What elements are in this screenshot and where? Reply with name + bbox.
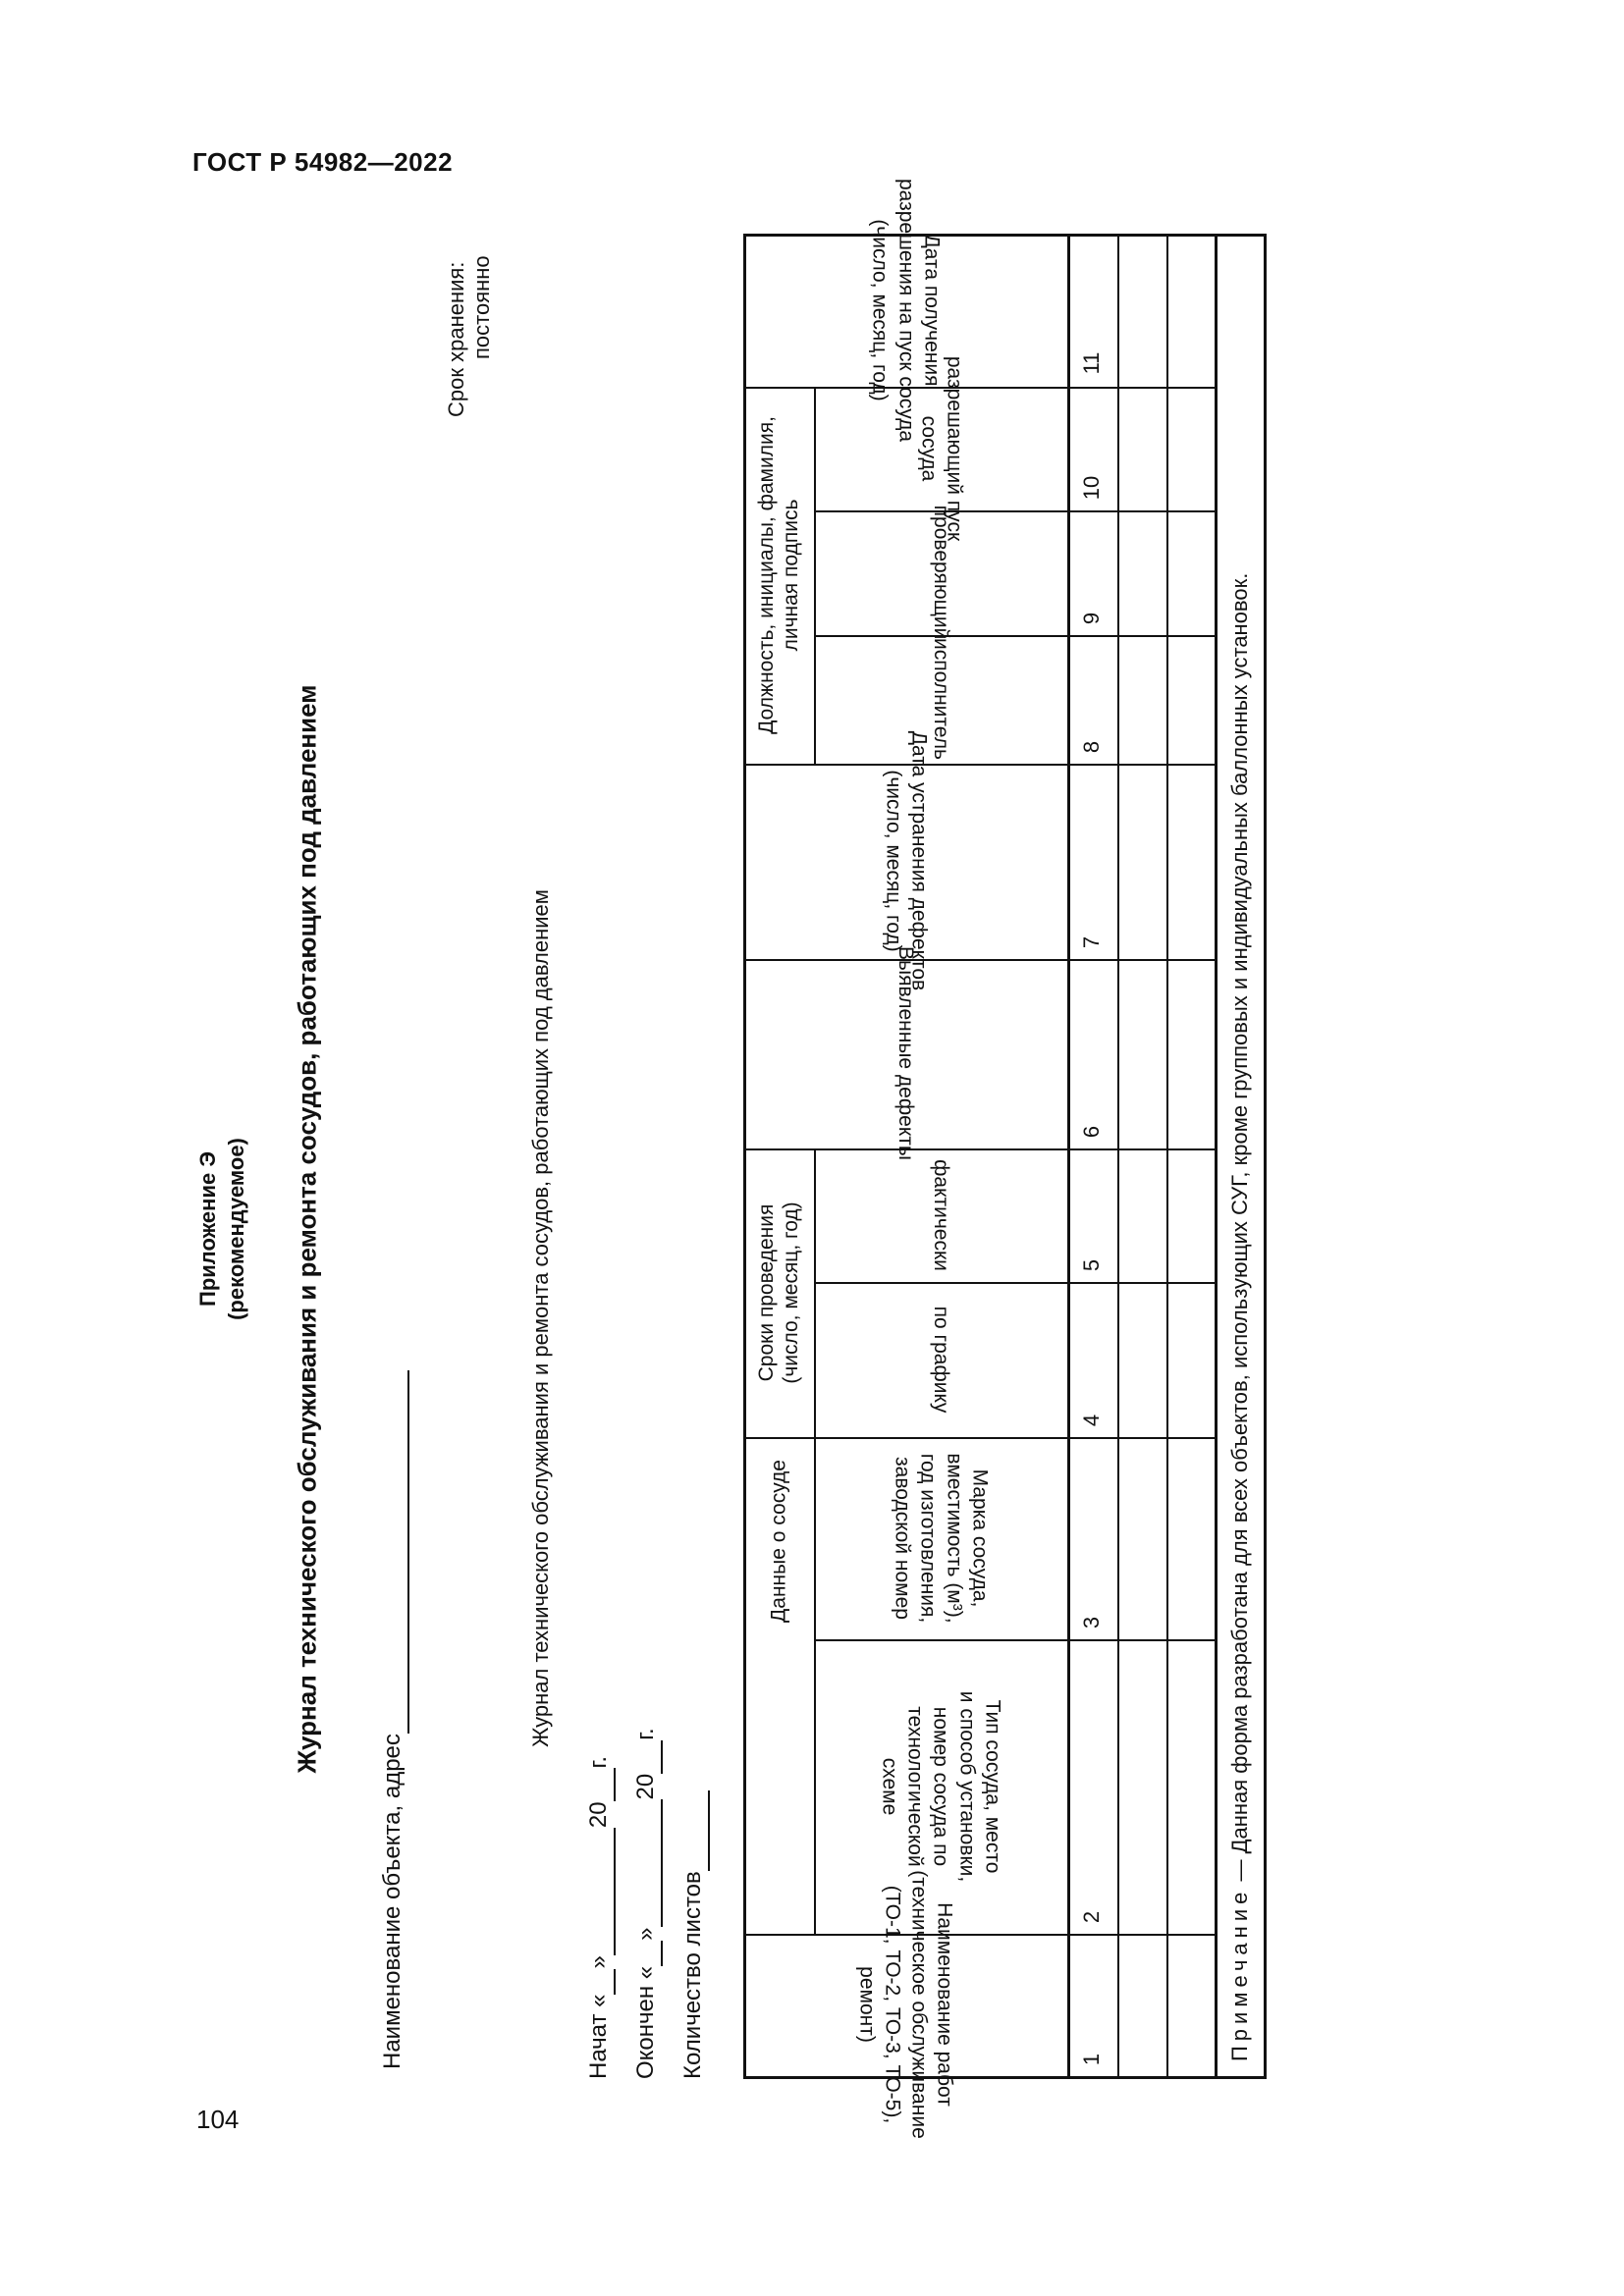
col-header-3: Марка сосуда, вместимость (м³), год изготовления, заводской номер <box>891 1453 992 1624</box>
appendix-status: (рекомендуемое) <box>223 1138 248 1320</box>
appendix-title: Приложение Э <box>194 1151 220 1307</box>
col-number-5: 5 <box>1079 1258 1104 1272</box>
sheets-line <box>679 1790 710 1871</box>
row-col-line-7 <box>1067 959 1215 961</box>
col-number-11: 11 <box>1079 351 1104 375</box>
ended-year-line <box>632 1740 663 1774</box>
col-header-9: проверяющий <box>930 505 953 640</box>
col-header-7: Дата устранения дефектов (число, месяц, год) <box>882 730 931 991</box>
group-header-vessel-data: Данные о сосуде <box>767 1460 790 1623</box>
form-title: Журнал технического обслуживания и ремонта сосудов, работающих под давлением <box>292 684 322 1774</box>
note-divider <box>1215 234 1218 2079</box>
started-year-line <box>585 1768 616 1801</box>
ended-prefix: Окончен « <box>632 1965 659 2079</box>
col-boundary-4-3 <box>743 1437 1067 1439</box>
col-header-5: фактически <box>930 1159 953 1271</box>
col-number-8: 8 <box>1079 740 1104 754</box>
col-header-6: Выявленные дефекты <box>894 946 918 1160</box>
row-col-line-4 <box>1067 1437 1215 1439</box>
row-col-line-2 <box>1067 1934 1215 1936</box>
started-year: 20 <box>585 1801 612 1829</box>
ended-day-line <box>632 1941 663 1966</box>
row-col-line-3 <box>1067 1639 1215 1641</box>
col-header-1: Наименование работ (техническое обслуживание (ТО-1, ТО-2, ТО-3, ТО-5), ремонт) <box>855 1870 956 2139</box>
col-number-3: 3 <box>1079 1616 1104 1629</box>
group-header-deadlines: Сроки проведения (число, месяц, год) <box>754 1201 802 1384</box>
col-number-1: 1 <box>1079 2053 1104 2066</box>
col-header-8: исполнитель <box>930 638 953 760</box>
col-header-4: по графику <box>930 1306 953 1414</box>
row-col-line-6 <box>1067 1148 1215 1150</box>
table-border-top <box>743 234 746 2079</box>
row-col-line-8 <box>1067 764 1215 766</box>
col-header-10: разрешающий пуск сосуда <box>917 355 966 542</box>
col-header-11: Дата получения разрешения на пуск сосуда (число, месяц, год) <box>868 178 944 443</box>
ended-mid: » <box>632 1927 659 1941</box>
col-number-2: 2 <box>1079 1910 1104 1924</box>
ended-year: 20 <box>632 1773 659 1800</box>
document-header: ГОСТ Р 54982—2022 <box>192 147 454 177</box>
col-number-4: 4 <box>1079 1414 1104 1427</box>
ended-field <box>632 1728 663 2079</box>
col-number-6: 6 <box>1079 1125 1104 1139</box>
sheets-label: Количество листов <box>679 1871 706 2079</box>
col-header-2: Тип сосуда, место и способ установки, номер сосуда по технологической схеме <box>878 1690 1004 1883</box>
group-header-signatures: Должность, инициалы, фамилия, личная подпись <box>754 416 802 734</box>
started-suffix: г. <box>585 1755 612 1769</box>
object-name-line <box>379 1370 409 1734</box>
row-col-line-10 <box>1067 510 1215 512</box>
signature-split <box>814 387 816 764</box>
col-boundary-3-2 <box>814 1639 1067 1641</box>
row-col-line-11 <box>1067 387 1215 389</box>
col-number-10: 10 <box>1079 475 1104 501</box>
object-name-field <box>379 1370 409 2069</box>
note-text: — Данная форма разработана для всех объектов, использующих СУГ, кроме групповых и индивидуальных баллонных установок. <box>1227 572 1252 1888</box>
table-border-right <box>743 234 1267 237</box>
table-note <box>1227 573 1253 2061</box>
col-number-9: 9 <box>1079 612 1104 625</box>
started-month-line <box>585 1828 616 1955</box>
ended-suffix: г. <box>632 1728 659 1740</box>
ended-month-line <box>632 1799 663 1927</box>
journal-line: Журнал технического обслуживания и ремонта сосудов, работающих под давлением <box>527 889 553 1747</box>
retention-label: Срок хранения: <box>444 261 468 417</box>
note-label: Примечание <box>1227 1887 1252 2061</box>
col-number-7: 7 <box>1079 935 1104 949</box>
vessel-deadline-split <box>814 1148 816 1934</box>
page-number: 104 <box>196 2105 240 2134</box>
retention-value: постоянно <box>469 255 494 359</box>
started-prefix: Начат « <box>585 1994 612 2079</box>
object-name-label: Наименование объекта, адрес <box>379 1734 406 2069</box>
sheets-field <box>679 1790 710 2079</box>
table-border-left <box>743 2076 1267 2079</box>
started-day-line <box>585 1969 616 1995</box>
col-boundary-5-4 <box>814 1282 1067 1284</box>
started-field <box>585 1756 616 2079</box>
table-border-bottom <box>1264 234 1267 2079</box>
started-mid: » <box>585 1955 612 1969</box>
row-col-line-5 <box>1067 1282 1215 1284</box>
row-col-line-9 <box>1067 635 1215 637</box>
